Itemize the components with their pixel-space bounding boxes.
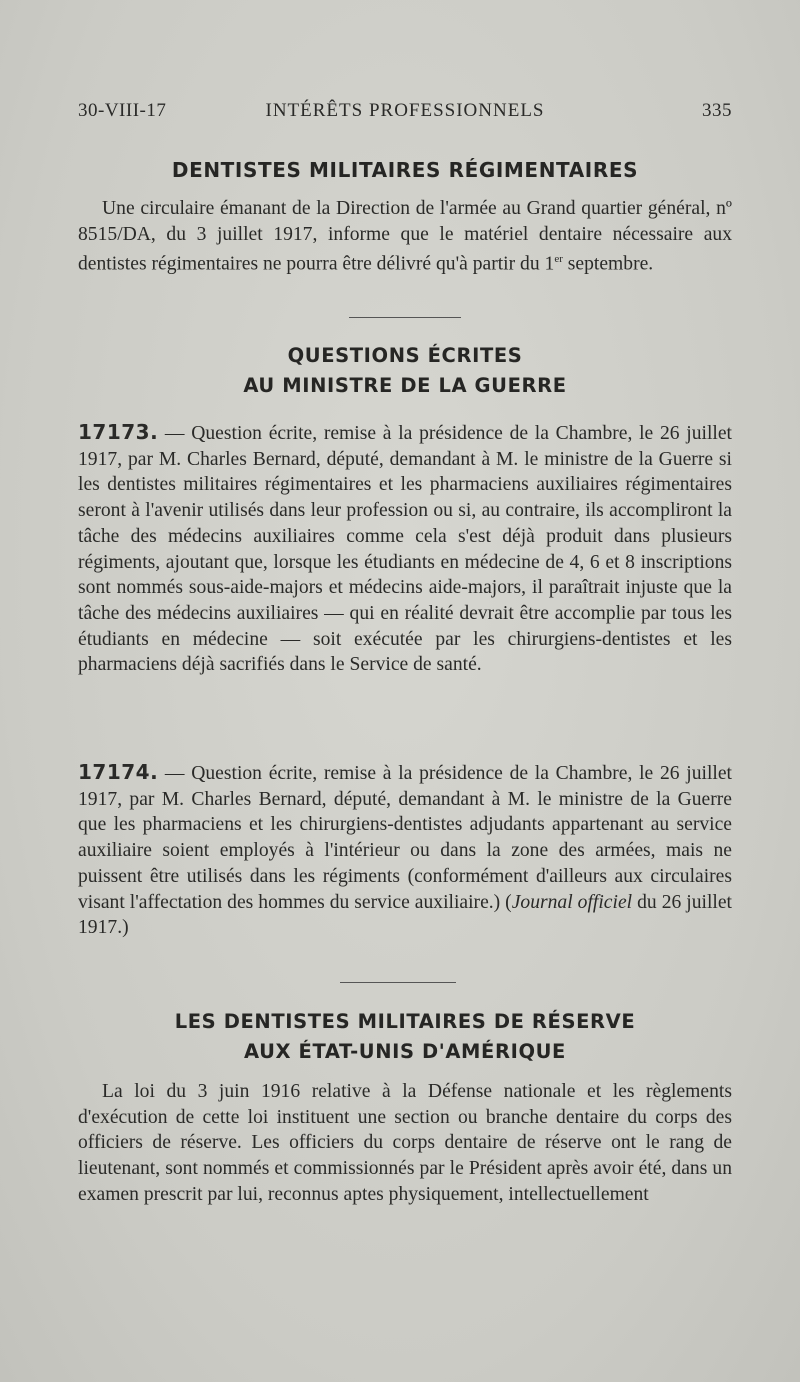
question-17173-paragraph	[78, 420, 732, 678]
question-text: — Question écrite, remise à la présidence de la Chambre, le 26 juillet 1917, par M. Charles Bernard, député, demandant à M. le ministre de la Guerre si les dentistes militaires régimentaires et les pharmaciens auxiliaires régimentaires seront à l'avenir utilisés dans leur profession ou si, au contraire, ils accompliront la tâche des médecins auxiliaires comme cela s'est déjà produit dans plusieurs régiments, ajoutant que, lorsque les étudiants en médecine de 4, 6 et 8 inscriptions sont nommés sous-aide-majors et médecins aide-majors, il paraîtrait injuste que la tâche des médecins auxiliaires — qui en réalité devrait être accomplie par tous les étudiants en médecine — soit exécutée par les chirurgiens-dentistes et les pharmaciens déjà sacrifiés dans le Service de santé.	[78, 423, 732, 676]
page-number: 335	[702, 100, 732, 121]
circulaire-text-end: septembre.	[562, 253, 654, 275]
section-header: INTÉRÊTS PROFESSIONNELS	[265, 100, 545, 121]
question-text: — Question écrite, remise à la présidence de la Chambre, le 26 juillet 1917, par M. Charles Bernard, député, demandant à M. le ministre de la Guerre que les pharmaciens et les chirurgiens-dentistes adjudants appartenant au service auxiliaire soient employés à l'intérieur ou dans la zone des armées, mais ne puissent être utilisés dans les régiments (conformément d'ailleurs aux circulaires visant l'affectation des hommes du service auxiliaire.) (	[78, 763, 732, 913]
section-title-dentistes-reserve-line1: LES DENTISTES MILITAIRES DE RÉSERVE	[174, 1010, 636, 1033]
section-title-dentistes-militaires: DENTISTES MILITAIRES RÉGIMENTAIRES	[171, 158, 639, 182]
citation-date: du 26 juillet 1917.)	[78, 891, 732, 939]
issue-date: 30-VIII-17	[78, 100, 167, 121]
question-number: 17174.	[78, 760, 159, 784]
question-17174-paragraph	[78, 760, 732, 941]
circulaire-paragraph	[78, 196, 732, 278]
section-title-questions-line2: AU MINISTRE DE LA GUERRE	[243, 374, 567, 397]
running-head	[78, 100, 732, 126]
question-number: 17173.	[78, 420, 159, 444]
section-title-dentistes-reserve-line2: AUX ÉTAT-UNIS D'AMÉRIQUE	[244, 1040, 566, 1063]
section-divider	[349, 317, 461, 318]
section-divider	[340, 982, 456, 983]
circulaire-text: Une circulaire émanant de la Direction de l'armée au Grand quartier général, nº 8515/DA, du 3 juillet 1917, informe que le matériel dentaire nécessaire aux dentistes régimentaires ne pourra être délivré qu'à partir du 1	[78, 198, 732, 275]
section-title-questions-line1: QUESTIONS ÉCRITES	[287, 344, 523, 367]
journal-officiel-citation: Journal officiel	[511, 891, 633, 913]
loi-paragraph: La loi du 3 juin 1916 relative à la Défense nationale et les règlements d'exécution de cette loi instituent une section ou branche dentaire du corps des officiers de réserve. Les officiers du corps dentaire de réserve ont le rang de lieutenant, sont nommés et commissionnés par le Président après avoir été, dans un examen prescrit par lui, reconnus aptes physiquement, intellectuellement	[78, 1081, 732, 1205]
superscript-er: er	[554, 253, 563, 266]
